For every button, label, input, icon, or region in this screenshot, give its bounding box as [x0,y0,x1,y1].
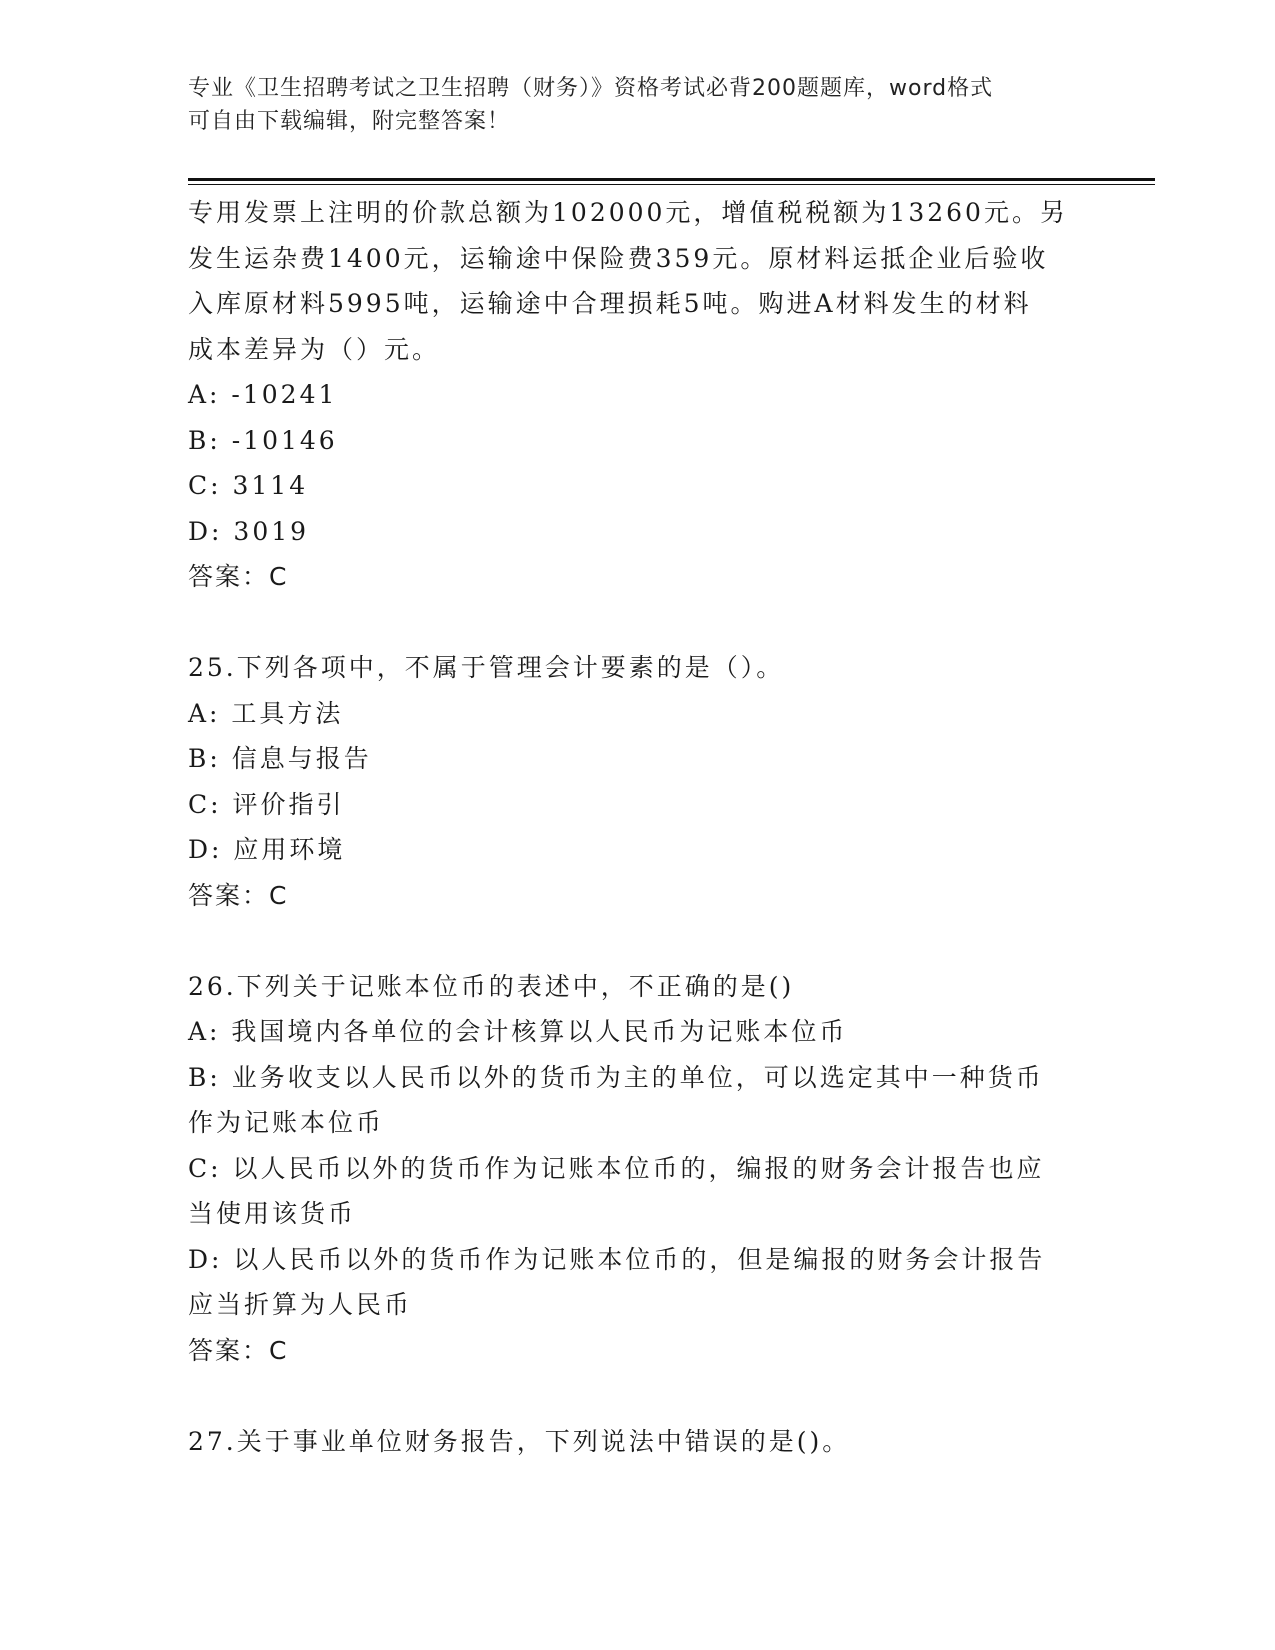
question-25-answer: 答案：C [188,880,289,910]
question-24-option-c: C: 3114 [188,471,309,500]
question-24-option-a: A: -10241 [188,380,338,409]
question-26-option-c-cont: 当使用该货币 [188,1199,357,1228]
question-24-option-d: D: 3019 [188,516,310,546]
question-25-option-a: A: 工具方法 [188,698,344,728]
question-24-stem-line: 成本差异为（）元。 [188,334,441,364]
question-26-option-c: C: 以人民币以外的货币作为记账本位币的，编报的财务会计报告也应 [188,1153,1045,1183]
header-divider-thick [188,178,1155,181]
header-divider-thin [188,184,1155,185]
question-content [188,190,1088,1464]
question-27-stem: 27.关于事业单位财务报告，下列说法中错误的是()。 [188,1426,851,1456]
spacer [188,600,1088,646]
question-25-option-b: B: 信息与报告 [188,744,372,773]
question-25-option-d: D: 应用环境 [188,835,346,864]
question-24-stem-line: 发生运杂费1400元，运输途中保险费359元。原材料运抵企业后验收 [188,243,1049,273]
question-26-stem: 26.下列关于记账本位币的表述中，不正确的是() [188,971,795,1001]
question-26-option-b: B: 业务收支以人民币以外的货币为主的单位，可以选定其中一种货币 [188,1062,1044,1092]
question-26-option-b-cont: 作为记账本位币 [188,1108,385,1137]
question-25-stem: 25.下列各项中，不属于管理会计要素的是（）。 [188,653,785,682]
document-header [188,72,1088,138]
question-24-option-b: B: -10146 [188,425,338,455]
question-26-option-d: D: 以人民币以外的货币作为记账本位币的，但是编报的财务会计报告 [188,1244,1046,1274]
question-24-stem-line: 入库原材料5995吨，运输途中合理损耗5吨。购进A材料发生的材料 [188,289,1032,318]
spacer [188,918,1088,964]
question-26-option-a: A: 我国境内各单位的会计核算以人民币为记账本位币 [188,1017,848,1046]
question-26-option-d-cont: 应当折算为人民币 [188,1290,413,1319]
question-25-option-c: C: 评价指引 [188,789,345,819]
header-title-line2: 可自由下载编辑，附完整答案！ [188,109,511,134]
question-26-answer: 答案：C [188,1335,289,1365]
spacer [188,1373,1088,1419]
header-title-line1: 专业《卫生招聘考试之卫生招聘（财务）》资格考试必背200题题库，word格式 [188,76,994,101]
question-24-stem-line: 专用发票上注明的价款总额为102000元，增值税税额为13260元。另 [188,198,1068,227]
question-24-answer: 答案：C [188,562,289,591]
